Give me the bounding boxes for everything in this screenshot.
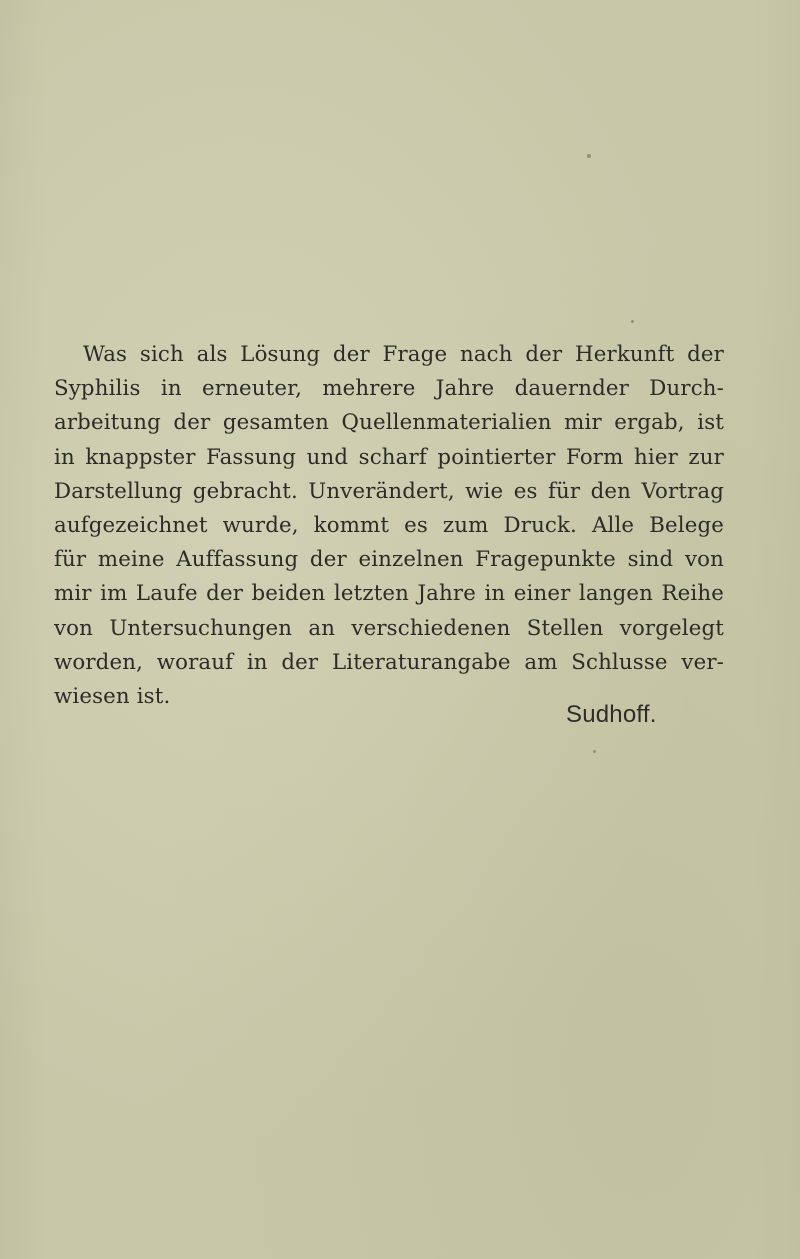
paragraph-line: in knappster Fassung und scharf pointierter Form hier zur bbox=[54, 444, 724, 470]
paragraph-line: Was sich als Lösung der Frage nach der Herkunft der bbox=[83, 342, 724, 367]
paragraph-line: Syphilis in erneuter, mehrere Jahre dauernder Durch- bbox=[54, 376, 724, 402]
paragraph-line: mir im Laufe der beiden letzten Jahre in einer langen Reihe bbox=[54, 581, 724, 607]
preface-paragraph bbox=[54, 338, 724, 714]
paragraph-line: aufgezeichnet wurde, kommt es zum Druck. Alle Belege bbox=[54, 513, 724, 539]
paper-speck bbox=[593, 750, 596, 753]
paragraph-line: für meine Auffassung der einzelnen Fragepunkte sind von bbox=[54, 547, 724, 573]
author-signature: Sudhoff. bbox=[566, 701, 657, 728]
paragraph-line: von Untersuchungen an verschiedenen Stellen vorgelegt bbox=[54, 615, 724, 641]
paragraph-line: Darstellung gebracht. Unverändert, wie es für den Vortrag bbox=[54, 478, 724, 504]
paper-speck bbox=[631, 320, 634, 323]
paper-speck bbox=[587, 154, 591, 158]
paragraph-line: arbeitung der gesamten Quellenmaterialien mir ergab, ist bbox=[54, 410, 724, 436]
paragraph-line: wiesen ist. bbox=[54, 684, 171, 710]
paragraph-line: worden, worauf in der Literaturangabe am Schlusse ver- bbox=[54, 649, 724, 675]
